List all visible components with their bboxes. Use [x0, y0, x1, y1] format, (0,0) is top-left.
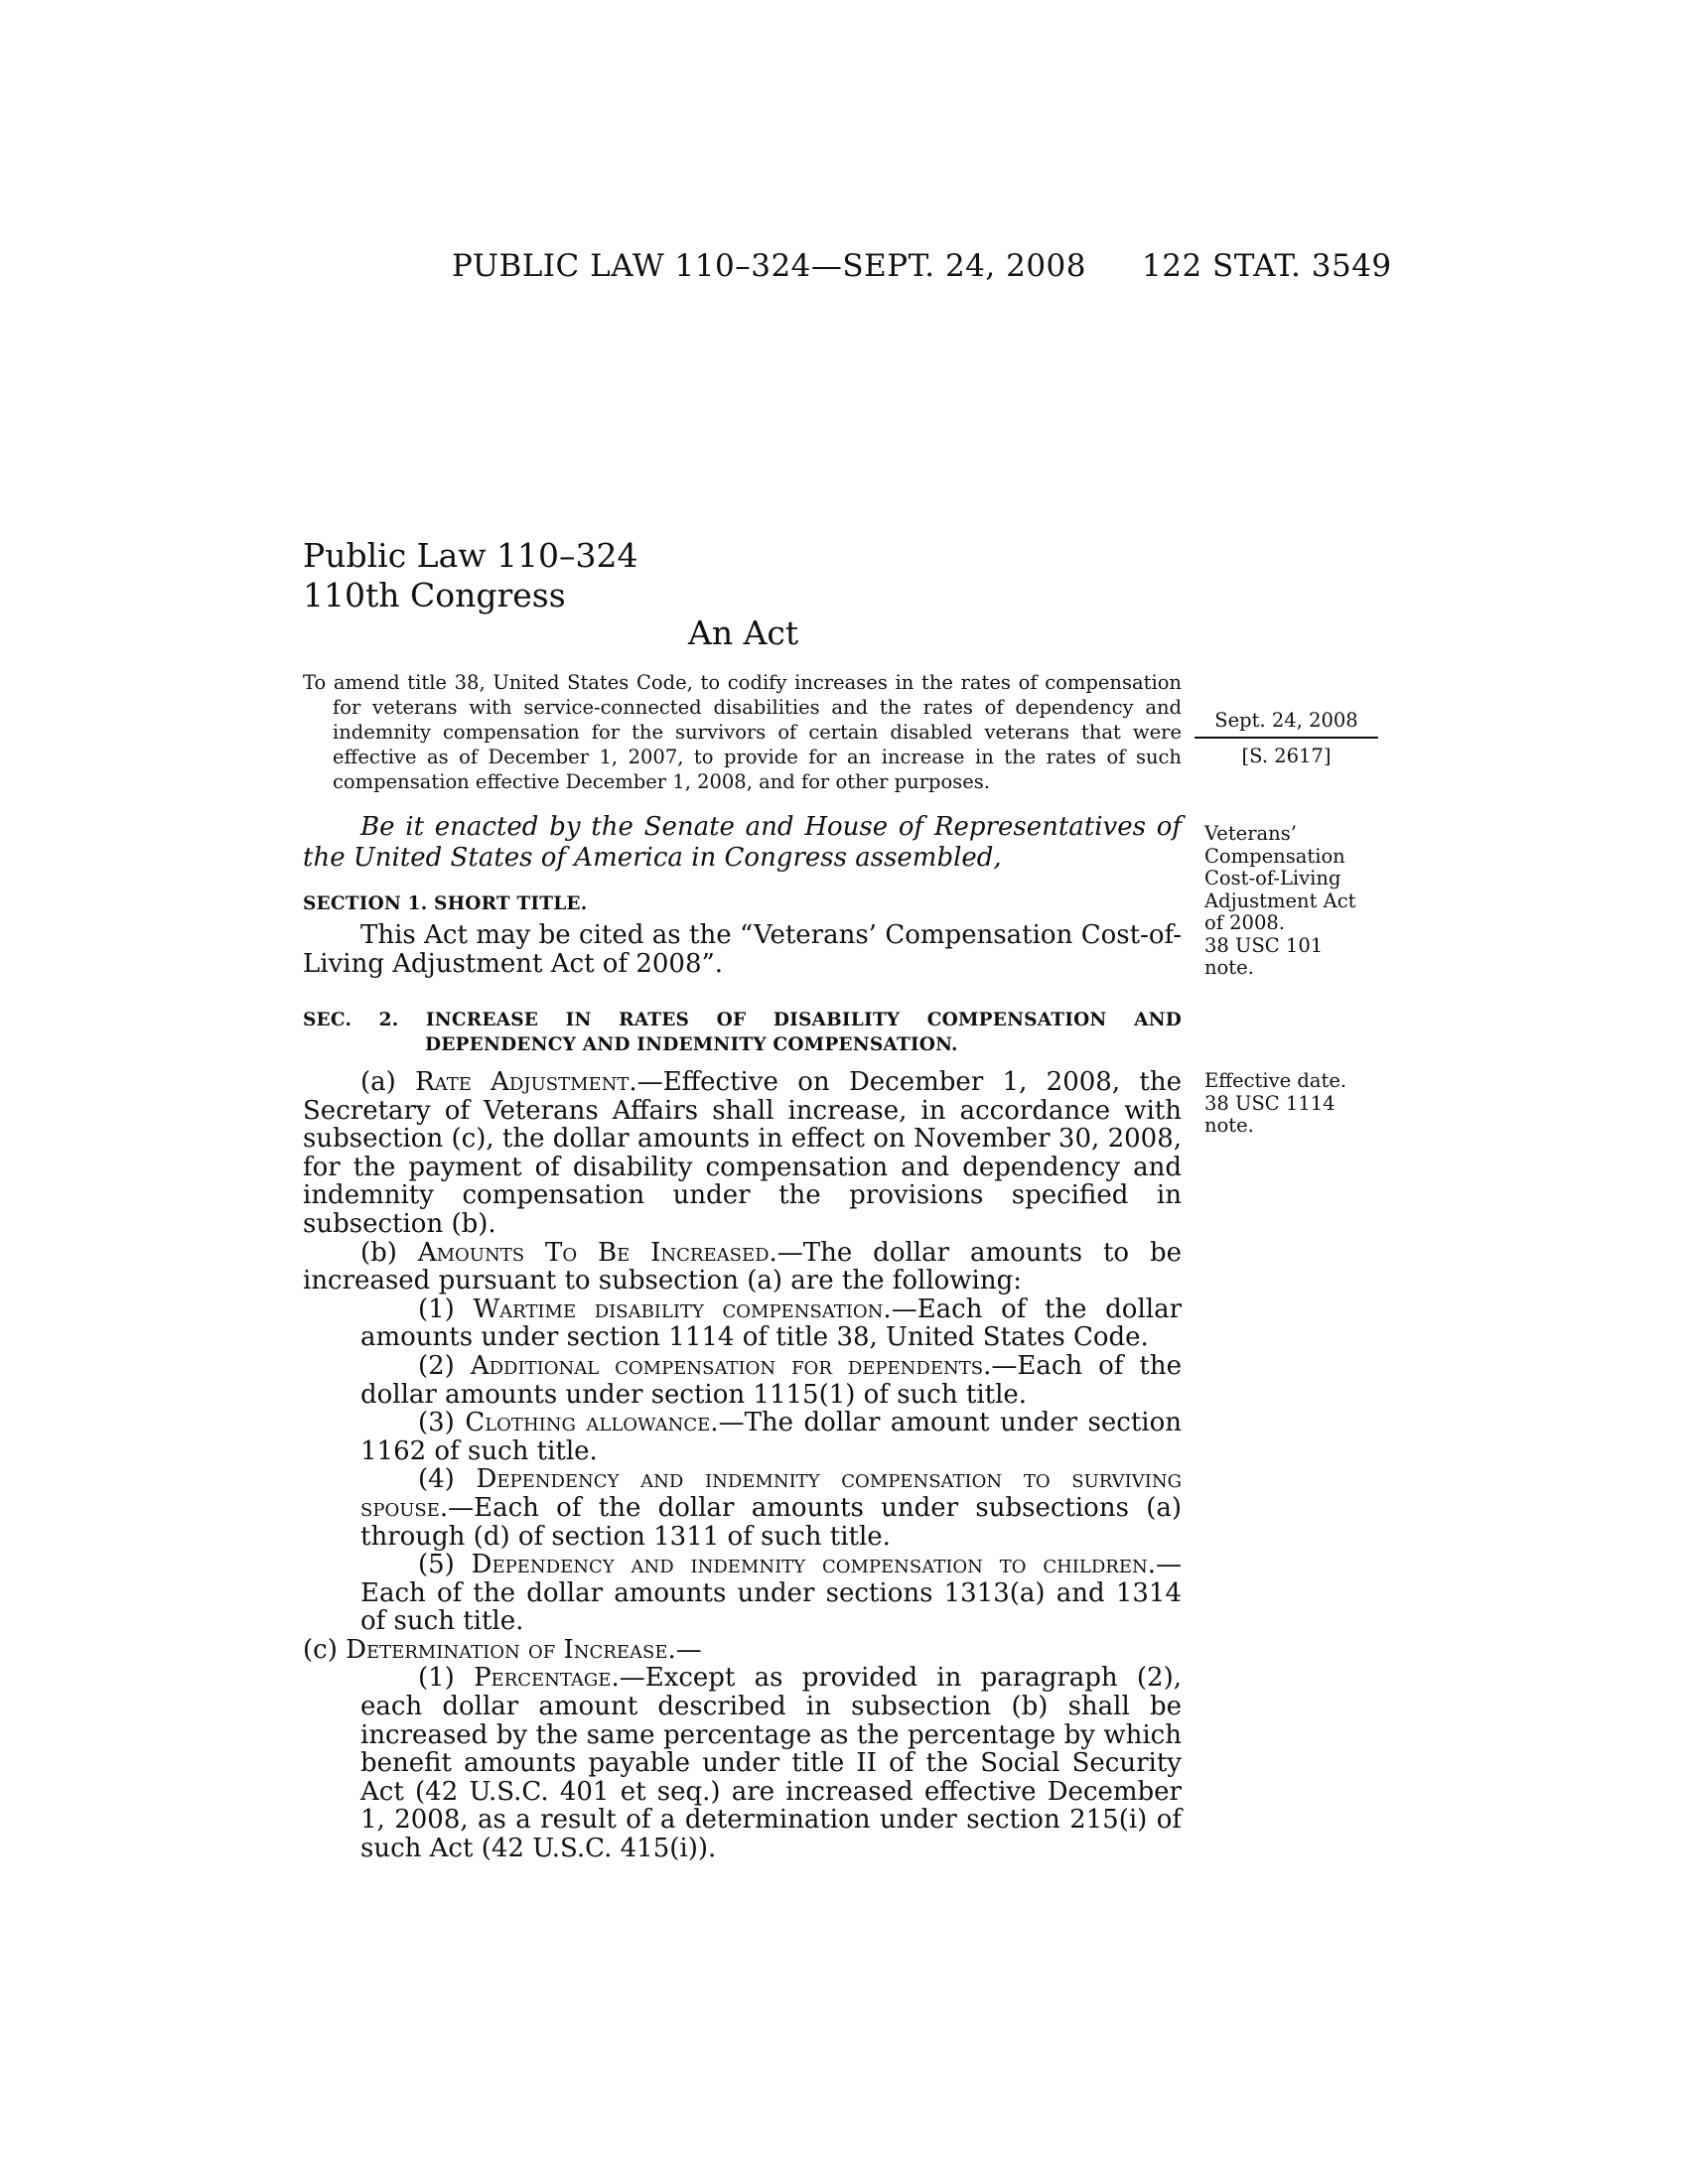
paragraph-caption: Dependency and indemnity compensation to children. — [471, 1550, 1156, 1580]
enactment-date-box — [1195, 709, 1378, 767]
paragraph-label: (1) — [418, 1294, 474, 1324]
paragraph-caption: Clothing allowance. — [465, 1408, 719, 1438]
subsection-a-text: —Effective on December 1, 2008, the Secretary of Veterans Affairs shall increase, in accordance with subsection (c), the dollar amounts in effect on November 30, 2008, for the payment of disability compensation and dependency and indemnity compensation under the provisions specified in subsection (b). — [303, 1067, 1182, 1239]
subsection-b-label: (b) — [360, 1237, 418, 1268]
paragraph-b1 — [303, 1296, 1182, 1352]
paragraph-b2 — [303, 1352, 1182, 1409]
margin-note-line: Veterans’ — [1204, 822, 1297, 845]
margin-note-line: 38 USC 101 — [1204, 933, 1324, 957]
paragraph-b3 — [303, 1409, 1182, 1465]
margin-note-line: Cost-of-Living — [1204, 867, 1341, 889]
paragraph-text: —Each of the dollar amounts under section 1114 of title 38, United States Code. — [360, 1294, 1183, 1353]
paragraph-text: —Each of the dollar amounts under subsections (a) through (d) of section 1311 of such title. — [360, 1492, 1182, 1552]
subsection-c-dash: — — [675, 1634, 702, 1665]
margin-note-line: note. — [1204, 956, 1254, 979]
section1-text: This Act may be cited as the “Veterans’ Compensation Cost-of-Living Adjustment Act of 2008”. — [303, 920, 1182, 979]
paragraph-caption: Wartime disability compensation. — [473, 1294, 892, 1324]
paragraph-c1 — [303, 1664, 1182, 1862]
subsection-b — [303, 1239, 1182, 1296]
congress-number: 110th Congress — [303, 576, 566, 614]
purpose-clause: To amend title 38, United States Code, to codify increases in the rates of compensation for veterans with service-connected disabilities and the rates of dependency and indemnity compensation for the survivors of certain disabled veterans that were effective as of December 1, 2007, to provide for an increase in the rates of such compensation effective December 1, 2008, and for other purposes. — [303, 671, 1182, 793]
paragraph-text: —Each of the dollar amounts under sections 1313(a) and 1314 of such title. — [360, 1550, 1182, 1637]
subsection-c-label: (c) — [303, 1634, 347, 1665]
public-law-number: Public Law 110–324 — [303, 536, 638, 575]
paragraph-label: (2) — [418, 1350, 471, 1381]
subsection-b-text: —The dollar amounts to be increased pursuant to subsection (a) are the following: — [303, 1237, 1182, 1297]
subsection-a — [303, 1068, 1182, 1239]
paragraph-caption: Additional compensation for dependents. — [470, 1350, 992, 1381]
paragraph-b4 — [303, 1465, 1182, 1551]
an-act-heading: An Act — [688, 614, 799, 652]
enactment-date: Sept. 24, 2008 — [1195, 709, 1378, 739]
subsection-c-caption: Determination of Increase. — [346, 1634, 676, 1665]
paragraph-label: (5) — [418, 1550, 472, 1580]
paragraph-caption: Dependency and indemnity compensation to surviving spouse. — [360, 1464, 1183, 1523]
margin-note-line: of 2008. — [1204, 911, 1285, 934]
subsection-a-label: (a) — [360, 1067, 416, 1097]
bill-number: [S. 2617] — [1241, 745, 1332, 767]
section2-heading-line2: DEPENDENCY AND INDEMNITY COMPENSATION. — [425, 1034, 958, 1055]
section2-heading-line1: SEC. 2. INCREASE IN RATES OF DISABILITY COMPENSATION AND — [303, 1010, 1182, 1030]
enacting-clause: Be it enacted by the Senate and House of Representatives of the United States of America in Congress assembled, — [303, 812, 1182, 873]
running-head: PUBLIC LAW 110–324—SEPT. 24, 2008 — [452, 248, 1086, 284]
margin-note-line: Effective date. — [1204, 1069, 1347, 1092]
paragraph-label: (1) — [418, 1663, 475, 1694]
paragraph-text: —Except as provided in paragraph (2), each dollar amount described in subsection (b) shall be increased by the same percentage as the percentage by which benefit amounts payable under title II of the Social Security Act (42 U.S.C. 401 et seq.) are increased effective December 1, 2008, as a result of a determination under section 215(i) of such Act (42 U.S.C. 415(i)). — [360, 1663, 1182, 1864]
paragraph-label: (3) — [418, 1408, 466, 1438]
margin-note-line: 38 USC 1114 — [1204, 1091, 1336, 1115]
subsection-a-caption: Rate Adjustment. — [415, 1067, 637, 1097]
section1-heading: SECTION 1. SHORT TITLE. — [303, 893, 588, 914]
margin-note-line: Adjustment Act — [1204, 888, 1356, 912]
margin-note-line: Compensation — [1204, 844, 1345, 868]
margin-note-effective-date — [1204, 1070, 1403, 1138]
section2-heading — [303, 1008, 1182, 1057]
paragraph-b5 — [303, 1551, 1182, 1636]
subsection-c — [303, 1636, 1182, 1665]
stat-page-number: 122 STAT. 3549 — [1142, 248, 1392, 284]
margin-note-short-title — [1204, 823, 1403, 980]
paragraph-label: (4) — [418, 1464, 477, 1495]
paragraph-text: —The dollar amount under section 1162 of such title. — [360, 1408, 1182, 1466]
section2-body — [303, 1068, 1182, 1863]
margin-note-line: note. — [1204, 1114, 1254, 1137]
paragraph-caption: Percentage. — [474, 1663, 620, 1694]
paragraph-text: —Each of the dollar amounts under section 1115(1) of such title. — [360, 1350, 1182, 1410]
subsection-b-caption: Amounts To Be Increased. — [417, 1237, 777, 1268]
